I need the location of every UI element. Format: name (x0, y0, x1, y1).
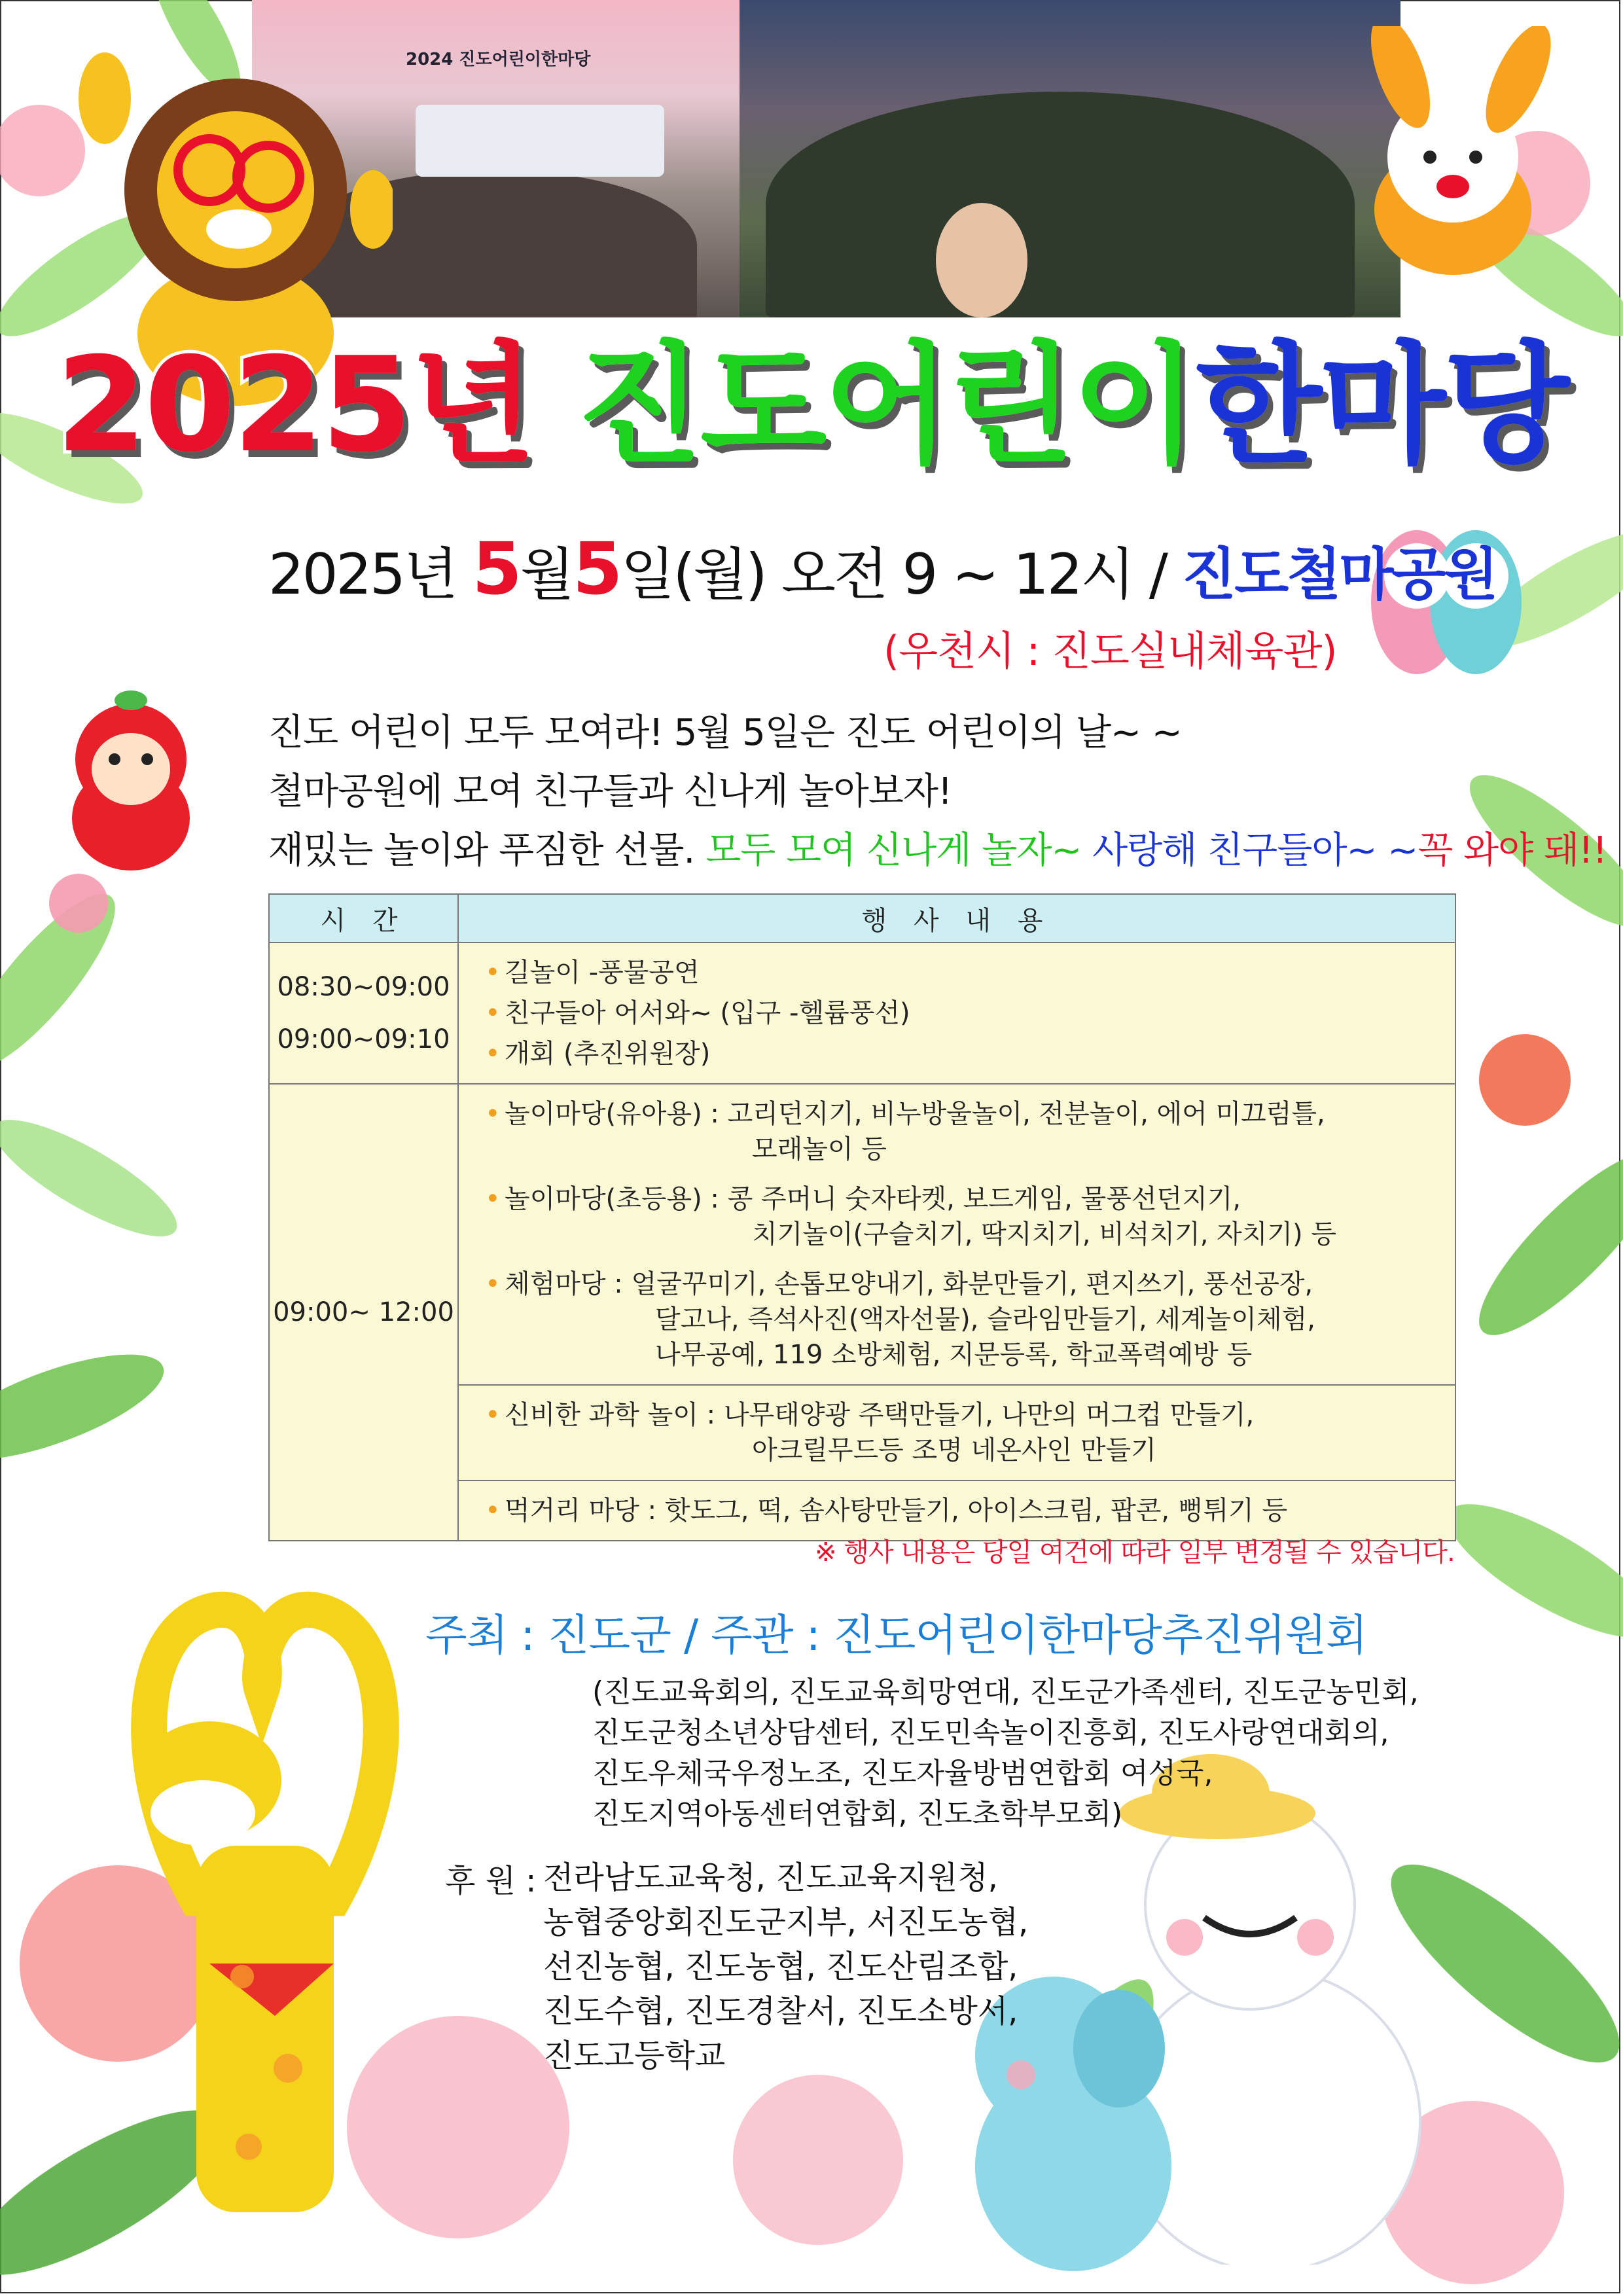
table-header-row (269, 894, 1455, 942)
giraffe-mascot (98, 1571, 425, 2291)
date-time: 일(월) 오전 9 ~ 12시 / (620, 542, 1183, 607)
intro-line-3-black: 재밌는 놀이와 푸짐한 선물. (268, 829, 706, 872)
intro-line-3 (268, 821, 1607, 880)
sponsor-line: 전라남도교육청, 진도교육지원청, (543, 1859, 998, 1896)
rabbit-mascot (1322, 26, 1584, 288)
rain-venue: (우천시 : 진도실내체육관) (883, 627, 1337, 675)
intro-text (268, 704, 1607, 880)
header-time: 시 간 (269, 894, 458, 942)
host-organizer: 주최 : 진도군 / 주관 : 진도어린이한마당추진위원회 (425, 1610, 1367, 1660)
time-value: 09:00~09:10 (277, 1024, 450, 1054)
title-jindo-children: 진도어린이 (576, 329, 1196, 482)
content-cell (458, 942, 1455, 1084)
list-item (485, 1181, 1435, 1252)
item-text: 달고나, 즉석사진(액자선물), 슬라임만들기, 세계놀이체험, (655, 1304, 1315, 1335)
sponsor-line: 진도수협, 진도경찰서, 진도소방서, (543, 1993, 1018, 2030)
item-label: 체험마당 : (505, 1269, 632, 1299)
title-hanmadang: 한마당 (1195, 329, 1567, 482)
item-label: 신비한 과학 놀이 : (505, 1400, 724, 1430)
item-text: 나무공예, 119 소방체험, 지문등록, 학교폭력예방 등 (655, 1340, 1253, 1370)
date-day: 5 (572, 527, 621, 611)
intro-line-3-blue: 사랑해 친구들아~ ~ (1092, 829, 1418, 872)
list-item (485, 1397, 1435, 1468)
list-item: • 먹거리 마당 : 핫도그, 떡, 솜사탕만들기, 아이스크림, 팝콘, 뻥튀기 등 (485, 1493, 1435, 1528)
content-cell (458, 1084, 1455, 1385)
item-label: 놀이마당(유아용) : (505, 1099, 728, 1129)
list-item: • 친구들아 어서와~ (입구 -헬륨풍선) (485, 996, 1435, 1031)
event-title (0, 329, 1623, 482)
time-cell: 09:00~ 12:00 (269, 1084, 458, 1541)
event-photo-right (740, 0, 1400, 317)
time-cell (269, 942, 458, 1084)
item-text: 나무태양광 주택만들기, 나만의 머그컵 만들기, (723, 1400, 1255, 1430)
sponsor-list (543, 1856, 1028, 2078)
item-text: 치기놀이(구슬치기, 딱지치기, 비석치기, 자치기) 등 (752, 1219, 1337, 1249)
intro-line-2: 철마공원에 모여 친구들과 신나게 놀아보자! (268, 770, 952, 813)
item-text: 얼굴꾸미기, 손톱모양내기, 화분만들기, 편지쓰기, 풍선공장, (631, 1269, 1313, 1299)
photo-banner-text: 2024 진도어린이한마당 (406, 50, 591, 69)
date-month-unit: 월 (520, 542, 573, 607)
time-value: 08:30~09:00 (277, 972, 450, 1002)
table-row (269, 1084, 1455, 1385)
sponsor-line: 농협중앙회진도군지부, 서진도농협, (543, 1904, 1029, 1941)
monkey-mascot (39, 687, 209, 877)
title-year: 2025년 (56, 329, 534, 482)
date-month: 5 (472, 527, 520, 611)
member-line: 진도우체국우정노조, 진도자율방범연합회 여성국, (592, 1757, 1213, 1790)
member-line: 진도지역아동센터연합회, 진도초학부모회) (592, 1797, 1123, 1831)
schedule-table (268, 893, 1456, 1541)
item-text: 고리던지기, 비누방울놀이, 전분놀이, 에어 미끄럼틀, (727, 1099, 1325, 1129)
date-prefix: 2025년 (268, 542, 473, 607)
table-row (269, 942, 1455, 1084)
sponsor-line: 선진농협, 진도농협, 진도산림조합, (543, 1948, 1018, 1985)
content-cell (458, 1385, 1455, 1480)
member-line: (진도교육회의, 진도교육희망연대, 진도군가족센터, 진도군농민회, (592, 1676, 1419, 1709)
intro-line-3-red: 꼭 와야 돼!! (1418, 829, 1607, 872)
item-label: 놀이마당(초등용) : (505, 1184, 728, 1214)
header-content: 행 사 내 용 (458, 894, 1455, 942)
sponsor-line: 진도고등학교 (543, 2037, 726, 2074)
member-line: 진도군청소년상담센터, 진도민속놀이진흥회, 진도사랑연대회의, (592, 1716, 1389, 1749)
list-item (485, 1266, 1435, 1372)
list-item: • 개회 (추진위원장) (485, 1036, 1435, 1071)
intro-line-1: 진도 어린이 모두 모여라! 5월 5일은 진도 어린이의 날~ ~ (268, 711, 1182, 754)
list-item: • 길놀이 -풍물공연 (485, 955, 1435, 990)
event-place: 진도철마공원 (1182, 542, 1497, 607)
item-text: 모래놀이 등 (752, 1134, 887, 1164)
committee-members (592, 1672, 1419, 1835)
sponsor-label: 후 원 : (445, 1863, 537, 1899)
list-item (485, 1096, 1435, 1167)
change-notice: ※ 행사 내용은 당일 여건에 따라 일부 변경될 수 있습니다. (815, 1537, 1455, 1568)
event-date (268, 527, 1497, 611)
item-text: 콩 주머니 숫자타켓, 보드게임, 물풍선던지기, (727, 1184, 1241, 1214)
intro-line-3-green: 모두 모여 신나게 놀자~ (705, 829, 1093, 872)
item-text: 아크릴무드등 조명 네온사인 만들기 (752, 1435, 1156, 1465)
